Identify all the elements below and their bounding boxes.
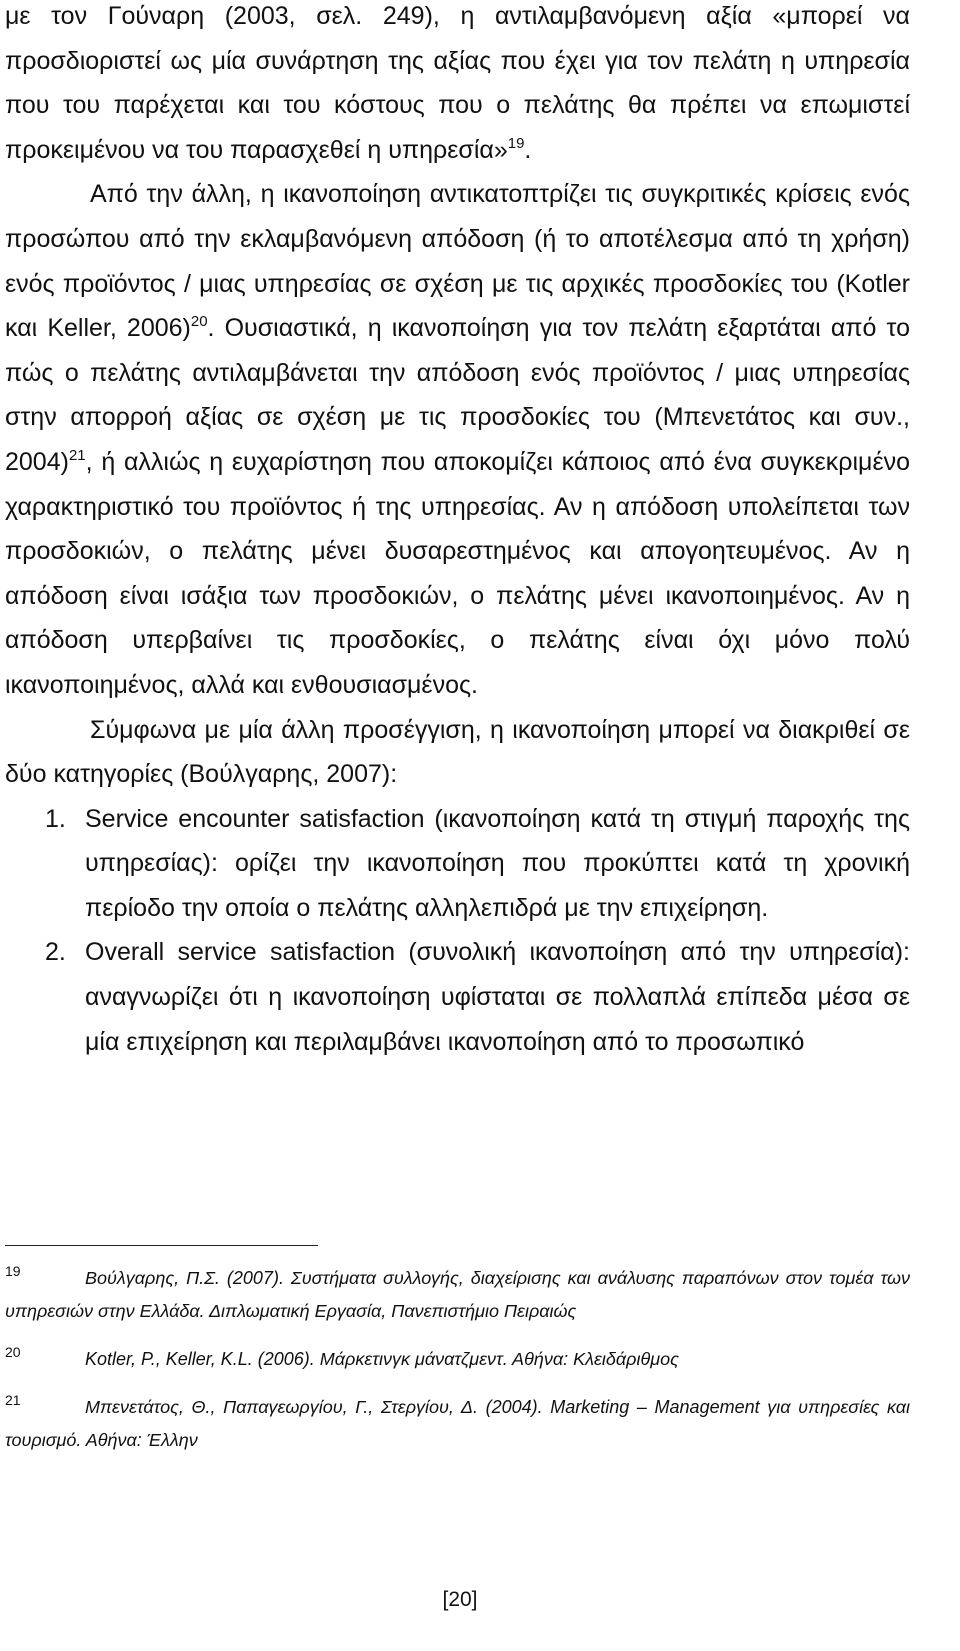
list-item-text: Overall service satisfaction (συνολική ικανοποίηση από την υπηρεσία): αναγνωρίζει ότι η ικανοποίηση υφίσταται σε πολλαπλά επίπεδα μέσα σε μία επιχείρηση και περιλαμβάνει ικανοποίηση από το προσωπικό xyxy=(85,938,910,1056)
satisfaction-categories-list xyxy=(5,797,910,1065)
footnote-ref-19: 19 xyxy=(507,134,525,152)
footnote-21 xyxy=(5,1384,910,1457)
page-number: [20] xyxy=(442,1588,478,1611)
footnote-number: 19 xyxy=(5,1263,21,1279)
list-item-text: Service encounter satisfaction (ικανοποίηση κατά τη στιγμή παροχής της υπηρεσίας): ορίζει την ικανοποίηση που προκύπτει κατά τη χρονική περίοδο την οποία ο πελάτης αλληλεπιδρά με την επιχείρηση. xyxy=(85,804,910,922)
footnotes xyxy=(5,1255,910,1465)
footnote-ref-21: 21 xyxy=(68,446,86,464)
footnote-text: Kotler, P., Keller, K.L. (2006). Μάρκετινγκ μάνατζμεντ. Αθήνα: Κλειδάριθμος xyxy=(85,1349,679,1369)
paragraph-1-text: με τον Γούναρη (2003, σελ. 249), η αντιλαμβανόμενη αξία «μπορεί να προσδιοριστεί ως μία συνάρτηση της αξίας που έχει για τον πελάτη η υπηρεσία που του παρέχεται και του κόστους που ο πελάτης θα πρέπει να επωμιστεί προκειμένου να του παρασχεθεί η υπηρεσία» xyxy=(5,2,910,164)
paragraph-2-part-b: . Ουσιαστικά, η ικανοποίηση για τον πελάτη εξαρτάται από το πώς ο πελάτης αντιλαμβάνεται την απόδοση ενός προϊόντος / μιας υπηρεσίας στην απορροή αξίας σε σχέση με τις προσδοκίες του (Μπενετάτος και συν., 2004) xyxy=(5,314,910,476)
paragraph-1 xyxy=(5,0,910,172)
list-item xyxy=(5,930,910,1064)
footnote-text: Μπενετάτος, Θ., Παπαγεωργίου, Γ., Στεργίου, Δ. (2004). Marketing – Management για υπηρεσίες και τουρισμό. Αθήνα: Έλλην xyxy=(5,1397,910,1450)
footnote-ref-20: 20 xyxy=(190,313,208,331)
paragraph-1-tail: . xyxy=(524,135,532,164)
paragraph-2 xyxy=(5,172,910,707)
list-item xyxy=(5,797,910,931)
footnote-19 xyxy=(5,1255,910,1328)
list-item-number: 1. xyxy=(45,804,66,833)
footnote-separator xyxy=(5,1245,318,1246)
footnote-text: Βούλγαρης, Π.Σ. (2007). Συστήματα συλλογής, διαχείρισης και ανάλυσης παραπόνων στον τομέα των υπηρεσιών στην Ελλάδα. Διπλωματική Εργασία, Πανεπιστήμιο Πειραιώς xyxy=(5,1268,910,1321)
footnote-20 xyxy=(5,1336,910,1376)
body-text xyxy=(5,0,910,1064)
paragraph-3: Σύμφωνα με μία άλλη προσέγγιση, η ικανοποίηση μπορεί να διακριθεί σε δύο κατηγορίες (Βούλγαρης, 2007): xyxy=(5,715,910,789)
list-item-number: 2. xyxy=(45,938,66,967)
footnote-number: 20 xyxy=(5,1344,21,1360)
footnote-number: 21 xyxy=(5,1392,21,1408)
paragraph-2-part-a: Από την άλλη, η ικανοποίηση αντικατοπτρίζει τις συγκριτικές κρίσεις ενός προσώπου από την εκλαμβανόμενη απόδοση (ή το αποτέλεσμα από τη χρήση) ενός προϊόντος / μιας υπηρεσίας σε σχέση με τις αρχικές προσδοκίες του (Kotler και Keller, 2006) xyxy=(5,180,910,343)
paragraph-2-part-c: , ή αλλιώς η ευχαρίστηση που αποκομίζει κάποιος από ένα συγκεκριμένο χαρακτηριστικό του προϊόντος ή της υπηρεσίας. Αν η απόδοση υπολείπεται των προσδοκιών, ο πελάτης μένει δυσαρεστημένος και απογοητευμένος. Αν η απόδοση είναι ισάξια των προσδοκιών, ο πελάτης μένει ικανοποιημένος. Αν η απόδοση υπερβαίνει τις προσδοκίες, ο πελάτης είναι όχι μόνο πολύ ικανοποιημένος, αλλά και ενθουσιασμένος. xyxy=(5,447,910,699)
